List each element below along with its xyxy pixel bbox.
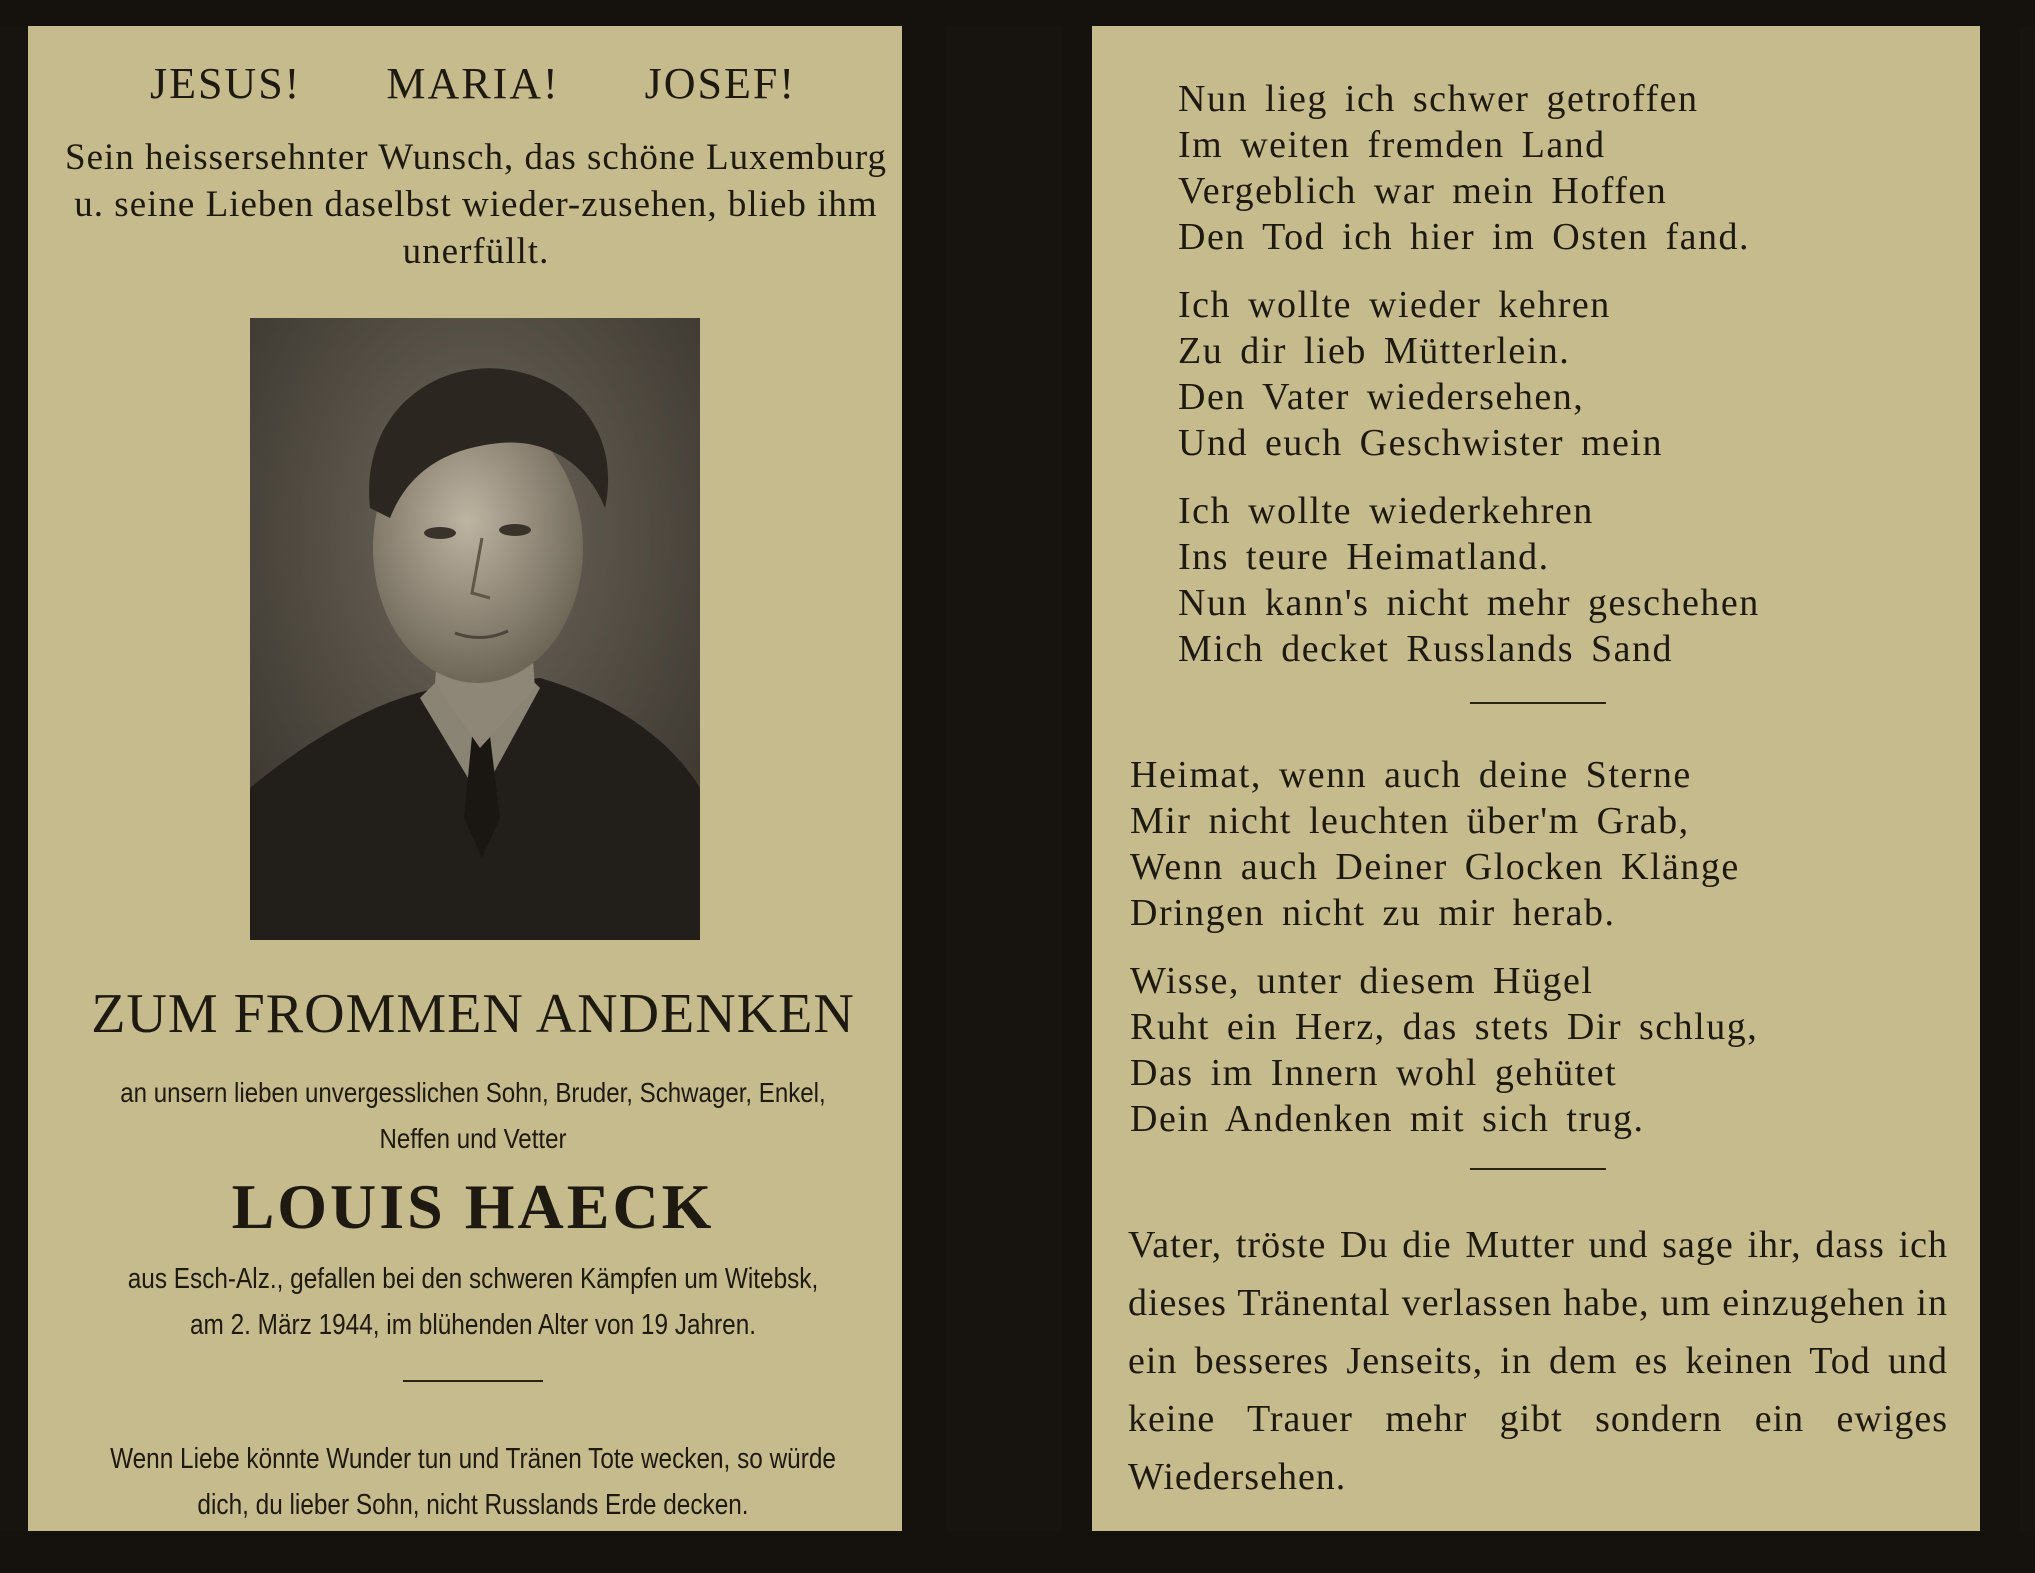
poem-line: Vergeblich war mein Hoffen xyxy=(1178,170,1668,212)
poem-line: Nun lieg ich schwer getroffen xyxy=(1178,78,1699,120)
left-card-edge-border xyxy=(902,26,946,1547)
left-card-panel xyxy=(28,26,918,1547)
poem-line: Mir nicht leuchten über'm Grab, xyxy=(1130,800,1690,842)
poem-stanza xyxy=(1178,488,1760,672)
poem-line: Dein Andenken mit sich trug. xyxy=(1130,1098,1645,1140)
right-edge-border xyxy=(1980,26,2020,1547)
divider xyxy=(1470,1168,1606,1170)
memorial-heading: ZUM FROMMEN ANDENKEN xyxy=(91,983,855,1045)
poem-line: Heimat, wenn auch deine Sterne xyxy=(1130,754,1692,796)
divider xyxy=(403,1380,543,1382)
bottom-border xyxy=(0,1531,2035,1573)
poem-line: Den Tod ich hier im Osten fand. xyxy=(1178,216,1750,258)
right-card-edge-border xyxy=(1062,26,1092,1547)
poem-line: Und euch Geschwister mein xyxy=(1178,422,1663,464)
poem-line: Im weiten fremden Land xyxy=(1178,124,1606,166)
poem-line: Zu dir lieb Mütterlein. xyxy=(1178,330,1571,372)
deceased-name: LOUIS HAECK xyxy=(231,1171,715,1242)
invocation-heading: JESUS! MARIA! JOSEF! xyxy=(149,59,797,108)
wish-text: Sein heissersehnter Wunsch, das schöne Luxemburg u. seine Lieben daselbst wieder-zusehen, blieb ihm unerfüllt. xyxy=(65,137,887,272)
poem-stanza xyxy=(1130,958,1758,1142)
poem-stanza xyxy=(1178,282,1663,466)
poem-line: Dringen nicht zu mir herab. xyxy=(1130,892,1616,934)
right-card-panel xyxy=(1062,26,1987,1547)
poem-line: Mich decket Russlands Sand xyxy=(1178,628,1674,670)
poem-line: Den Vater wiedersehen, xyxy=(1178,376,1585,418)
poem-line: Ins teure Heimatland. xyxy=(1178,536,1550,578)
final-paragraph: Vater, tröste Du die Mutter und sage ihr, dass ich dieses Tränental verlassen habe, um einzugehen in ein besseres Jenseits, in dem es keinen Tod und keine Trauer mehr gibt sondern ein ewiges Wiedersehen. xyxy=(1128,1224,1948,1498)
poem-line: Ich wollte wieder kehren xyxy=(1178,284,1611,326)
poem-line: Nun kann's nicht mehr geschehen xyxy=(1178,582,1760,624)
poem-line: Wenn auch Deiner Glocken Klänge xyxy=(1130,846,1740,888)
poem-line: Das im Innern wohl gehütet xyxy=(1130,1052,1618,1094)
death-details: aus Esch-Alz., gefallen bei den schweren Kämpfen um Witebsk, am 2. März 1944, im blühenden Alter von 19 Jahren. xyxy=(127,1263,819,1341)
portrait-photo xyxy=(250,318,700,940)
top-border xyxy=(0,0,2035,26)
divider xyxy=(1470,702,1606,704)
poem-line: Ruht ein Herz, das stets Dir schlug, xyxy=(1130,1006,1759,1048)
poem-stanza xyxy=(1178,76,1750,260)
poem-line: Wisse, unter diesem Hügel xyxy=(1130,960,1594,1002)
poem-stanza xyxy=(1130,752,1740,936)
closing-verse: Wenn Liebe könnte Wunder tun und Tränen Tote wecken, so würde dich, du lieber Sohn, nicht Russlands Erde decken. xyxy=(110,1443,836,1521)
dedication-text: an unsern lieben unvergesslichen Sohn, Bruder, Schwager, Enkel, Neffen und Vetter xyxy=(120,1077,826,1154)
poem-line: Ich wollte wiederkehren xyxy=(1178,490,1594,532)
